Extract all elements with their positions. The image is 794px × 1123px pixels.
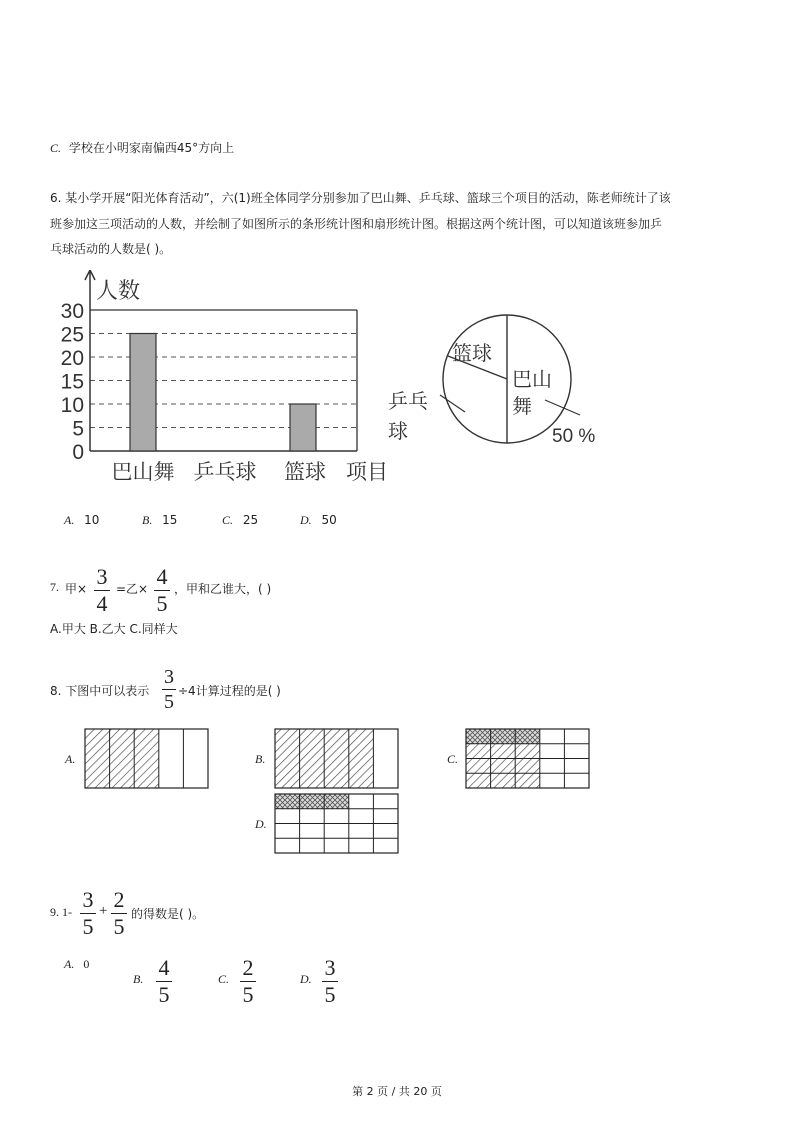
q8-option-a-label: A. — [65, 752, 76, 766]
fraction-denominator: 5 — [82, 914, 94, 939]
q9-suffix: 的得数是( )。 — [131, 907, 205, 921]
pie-label-basketball: 篮球 — [452, 341, 492, 365]
q6-text-line2: 班参加这三项活动的人数，并绘制了如图所示的条形统计图和扇形统计图。根据这两个统计图，可以知道该班参加乒 — [50, 217, 663, 231]
option-d-value: 50 — [321, 513, 337, 527]
y-tick-label: 10 — [60, 394, 84, 417]
q8-figure-d — [275, 794, 398, 853]
q9-option-a — [64, 957, 89, 972]
q8-option-d-label: D. — [255, 817, 267, 831]
x-category-label: 乒乓球 — [193, 460, 257, 484]
option-c-label: C. — [222, 513, 234, 527]
q9-prefix: 9. 1- — [50, 905, 72, 919]
x-axis-label: 项目 — [346, 460, 388, 484]
q8-option-c-label: C. — [447, 752, 459, 766]
q8-suffix: ÷4计算过程的是( ) — [178, 684, 281, 698]
option-a-value: 0 — [83, 957, 90, 971]
q9-fraction-2 — [111, 889, 127, 938]
x-category-label: 篮球 — [284, 460, 326, 484]
q9-option-c-label: C. — [218, 972, 230, 986]
fraction-denominator: 5 — [158, 982, 170, 1007]
pie-label-pingpong-1: 乒乓 — [388, 389, 428, 413]
q9-plus: + — [99, 903, 108, 919]
fraction-numerator: 2 — [242, 955, 254, 980]
y-tick-label: 20 — [60, 347, 84, 370]
q9-option-c-fraction — [240, 957, 256, 1006]
q8-figure-c — [466, 729, 589, 788]
q9-option-b-label: B. — [133, 972, 144, 986]
q7-number: 7. — [50, 580, 59, 594]
option-d-label: D. — [300, 513, 312, 527]
q6-text-line3: 乓球活动的人数是( )。 — [50, 242, 172, 256]
option-a-label: A. — [64, 957, 75, 971]
q9-option-d-label: D. — [300, 972, 312, 986]
option-text: 学校在小明家南偏西45°方向上 — [68, 141, 235, 155]
y-axis-label: 人数 — [96, 279, 141, 304]
y-tick-label: 5 — [72, 417, 84, 441]
fraction-denominator: 4 — [96, 591, 108, 616]
fraction-numerator: 2 — [113, 887, 125, 912]
y-tick-label: 0 — [72, 441, 84, 464]
q8-figure-a — [85, 729, 208, 788]
q9-option-d-fraction — [322, 957, 338, 1006]
fraction-numerator: 3 — [96, 564, 108, 589]
y-tick-label: 30 — [60, 300, 84, 323]
fraction-denominator: 5 — [324, 982, 336, 1007]
page-footer: 第 2 页 / 共 20 页 — [352, 1085, 442, 1098]
pie-label-bashan: 巴山 — [512, 367, 552, 391]
option-c-value: 25 — [242, 513, 259, 527]
q9-fraction-1 — [80, 889, 96, 938]
option-label: C. — [50, 141, 62, 155]
pie-label-pingpong-2: 球 — [388, 419, 408, 443]
fraction-denominator: 5 — [164, 691, 174, 713]
fraction-denominator: 5 — [156, 591, 168, 616]
fraction-numerator: 3 — [82, 887, 94, 912]
option-b-label: B. — [142, 513, 153, 527]
y-tick-label: 25 — [60, 323, 84, 347]
fraction-numerator: 3 — [164, 666, 174, 688]
q8-option-b-label: B. — [255, 752, 266, 766]
y-tick-label: 15 — [60, 370, 84, 394]
fraction-numerator: 3 — [324, 955, 336, 980]
q6-text-line1: 6. 某小学开展“阳光体育活动”，六(1)班全体同学分别参加了巴山舞、乒乓球、篮球三个项目的活动，陈老师统计了该 — [50, 191, 671, 205]
option-a-label: A. — [64, 513, 75, 527]
q8-prefix: 8. 下图中可以表示 — [50, 684, 150, 698]
q7-eq-yi: =乙× — [116, 582, 149, 596]
q7-jia: 甲× — [65, 582, 88, 596]
fraction-numerator: 4 — [156, 564, 168, 589]
pie-label-bashan-2: 舞 — [512, 394, 532, 418]
fraction-denominator: 5 — [113, 914, 125, 939]
fraction-denominator: 5 — [242, 982, 254, 1007]
pie-percent-label: 50 % — [552, 426, 596, 447]
fraction-numerator: 4 — [158, 955, 170, 980]
q8-figure-b — [275, 729, 398, 788]
q7-options: A.甲大 B.乙大 C.同样大 — [50, 622, 178, 636]
q7-tail: ，甲和乙谁大，( ) — [174, 582, 272, 596]
option-b-value: 15 — [162, 513, 178, 527]
option-a-value: 10 — [84, 513, 100, 527]
q9-option-b-fraction — [156, 957, 172, 1006]
x-category-label: 巴山舞 — [111, 460, 175, 484]
